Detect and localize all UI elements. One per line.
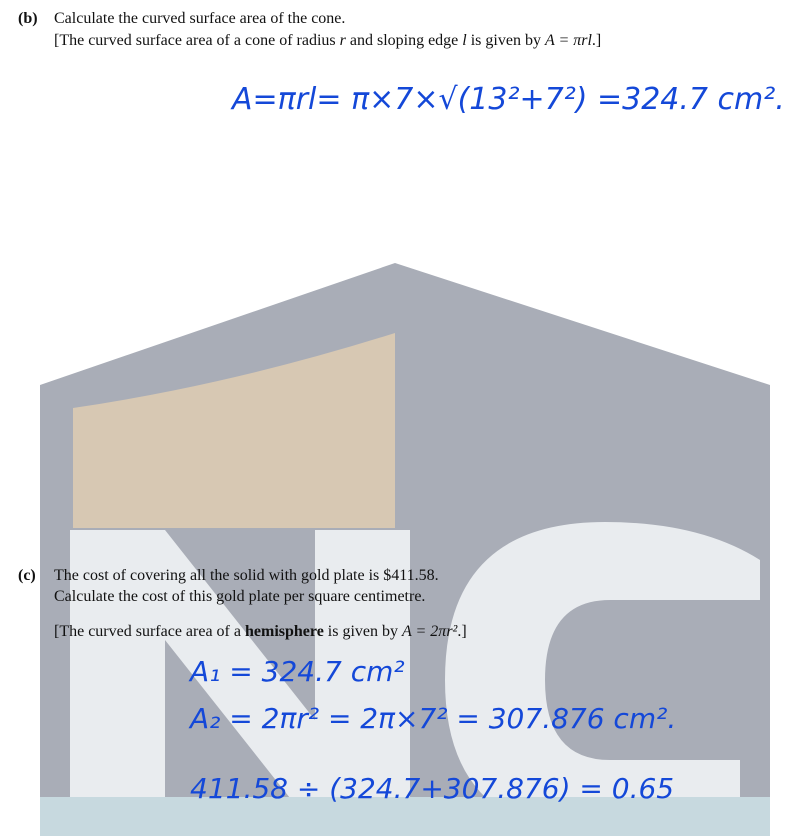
part-b-working: A=πrl= π×7×√(13²+7²) =324.7 cm². <box>232 82 785 117</box>
part-b-hint-mid2: is given by <box>470 32 541 49</box>
part-c-hint <box>54 622 467 642</box>
part-c-question-line1: The cost of covering all the solid with gold plate is $411.58. <box>54 567 439 584</box>
part-b-hint-suffix: .] <box>591 32 602 49</box>
part-c-hint-formula: A = 2πr² <box>402 623 458 640</box>
part-b-label: (b) <box>18 10 38 27</box>
part-b-question: Calculate the curved surface area of the cone. <box>54 10 346 27</box>
part-b-hint-r: r <box>339 32 346 49</box>
part-b-hint <box>54 31 601 51</box>
part-c-working-line1: A₁ = 324.7 cm² <box>190 655 405 688</box>
part-c-hint-suffix: .] <box>457 623 467 640</box>
part-b-hint-l: l <box>462 32 467 49</box>
part-c-hint-bold: hemisphere <box>244 623 324 640</box>
part-c-hint-prefix: [The curved surface area of a <box>54 623 241 640</box>
part-c-working-line2: A₂ = 2πr² = 2π×7² = 307.876 cm². <box>190 702 677 735</box>
part-c-question-line2: Calculate the cost of this gold plate per square centimetre. <box>54 588 426 605</box>
part-b-hint-prefix: [The curved surface area of a cone of radius <box>54 32 336 49</box>
part-c-label: (c) <box>18 567 36 584</box>
part-b-hint-formula: A = πrl <box>544 32 592 49</box>
part-b-hint-mid: and sloping edge <box>349 32 459 49</box>
part-c-working-line3: 411.58 ÷ (324.7+307.876) = 0.65 <box>190 772 675 805</box>
part-c-hint-mid: is given by <box>327 623 399 640</box>
